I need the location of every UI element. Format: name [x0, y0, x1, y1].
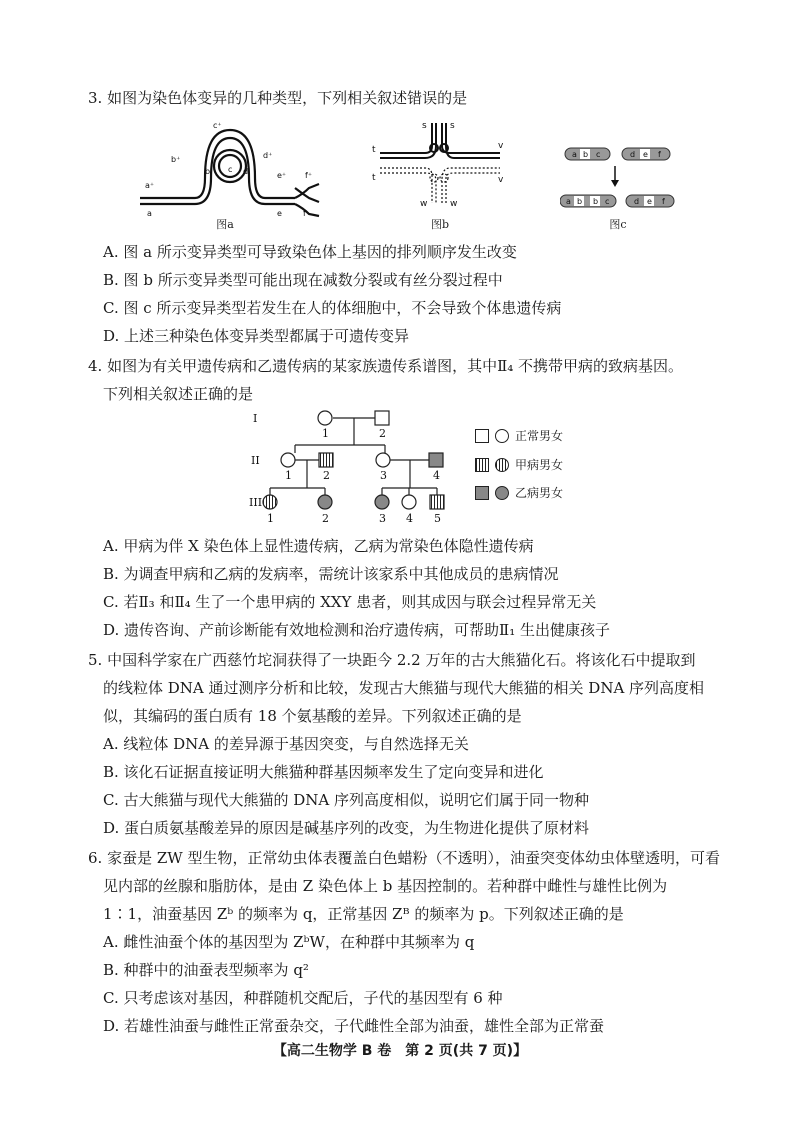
- III-1-female-disease-a: [263, 495, 277, 509]
- legend-normal-label: 正常男女: [515, 429, 564, 443]
- ind-II-4: 4: [433, 469, 440, 482]
- gen-label-III: III: [249, 496, 263, 509]
- question-5-stem-line2: 的线粒体 DNA 通过测序分析和比较，发现古大熊猫与现代大熊猫的相关 DNA 序列高度相: [103, 679, 705, 697]
- legend-disease-b: [475, 484, 563, 501]
- q6-option-d: D. 若雄性油蚕与雌性正常蚕杂交，子代雌性全部为油蚕，雄性全部为正常蚕: [103, 1017, 605, 1035]
- q3-option-b: B. 图 b 所示变异类型可能出现在减数分裂或有丝分裂过程中: [103, 271, 503, 289]
- question-6-stem-line3: 1∶1，油蚕基因 Zᵇ 的频率为 q，正常基因 Zᴮ 的频率为 p。下列叙述正确的是: [103, 905, 624, 923]
- ind-III-5: 5: [434, 512, 441, 525]
- question-6-stem-line2: 见内部的丝腺和脂肪体，是由 Z 染色体上 b 基因控制的。若种群中雌性与雄性比例为: [103, 877, 668, 895]
- question-5-stem-line3: 似，其编码的蛋白质有 18 个氨基酸的差异。下列叙述正确的是: [103, 707, 522, 725]
- ind-III-1: 1: [267, 512, 274, 525]
- q3-option-a: A. 图 a 所示变异类型可导致染色体上基因的排列顺序发生改变: [103, 243, 517, 261]
- q5-option-a: A. 线粒体 DNA 的差异源于基因突变，与自然选择无关: [103, 735, 469, 753]
- label-a-plus: a⁺: [145, 181, 155, 190]
- gen-label-II: II: [251, 454, 260, 467]
- c-bot-c: c: [605, 197, 610, 206]
- legend-circle-disease-b: [495, 486, 509, 500]
- question-4-stem-line2: 下列相关叙述正确的是: [103, 385, 254, 403]
- c-bot-d: d: [634, 197, 640, 206]
- ind-II-1: 1: [285, 469, 292, 482]
- label-w-right: w: [450, 199, 458, 209]
- figure-c-chromosome-duplication: [560, 140, 675, 215]
- figure-a-caption: 图a: [216, 218, 234, 231]
- label-d-plus: d⁺: [263, 151, 273, 160]
- III-5-male-disease-a: [430, 495, 444, 509]
- label-w-left: w: [420, 199, 428, 209]
- figure-a-chromosome-inversion-loop: [135, 118, 325, 218]
- label-d: d: [243, 167, 249, 176]
- label-v-bottom: v: [498, 175, 504, 185]
- II-4-male-disease-b: [429, 453, 443, 467]
- legend-normal: [475, 427, 563, 444]
- q3-option-d: D. 上述三种染色体变异类型都属于可遗传变异: [103, 327, 410, 345]
- q4-option-a: A. 甲病为伴 X 染色体上显性遗传病，乙病为常染色体隐性遗传病: [103, 537, 534, 555]
- q4-option-c: C. 若Ⅱ₃ 和Ⅱ₄ 生了一个患甲病的 XXY 患者，则其成因与联会过程异常无关: [103, 593, 597, 611]
- c-top-d: d: [630, 150, 636, 159]
- pedigree-chart: [245, 405, 460, 525]
- ind-I-2: 2: [379, 427, 386, 440]
- label-f: f: [303, 209, 306, 218]
- q6-option-a: A. 雌性油蚕个体的基因型为 ZᵇW，在种群中其频率为 q: [103, 933, 475, 951]
- q6-option-c: C. 只考虑该对基因，种群随机交配后，子代的基因型有 6 种: [103, 989, 503, 1007]
- label-s-left: s: [422, 121, 427, 131]
- question-6-stem-line1: 6. 家蚕是 ZW 型生物，正常幼虫体表覆盖白色蜡粉（不透明），油蚕突变体幼虫体壁透明，可看: [88, 849, 720, 867]
- c-top-f: f: [658, 150, 661, 159]
- q3-option-c: C. 图 c 所示变异类型若发生在人的体细胞中，不会导致个体患遗传病: [103, 299, 562, 317]
- page-footer: 【高二生物学 B 卷 第 2 页(共 7 页)】: [272, 1043, 528, 1059]
- legend-circle-normal: [495, 429, 509, 443]
- c-top-b: b: [583, 150, 589, 159]
- c-top-a: a: [572, 150, 577, 159]
- q4-option-d: D. 遗传咨询、产前诊断能有效地检测和治疗遗传病，可帮助Ⅱ₁ 生出健康孩子: [103, 621, 611, 639]
- II-1-female-normal: [281, 453, 295, 467]
- label-s-right: s: [450, 121, 455, 131]
- label-e-plus: e⁺: [277, 171, 287, 180]
- ind-III-3: 3: [379, 512, 386, 525]
- q5-option-c: C. 古大熊猫与现代大熊猫的 DNA 序列高度相似，说明它们属于同一物种: [103, 791, 590, 809]
- legend-disease-b-label: 乙病男女: [515, 486, 564, 500]
- III-4-female-normal: [402, 495, 416, 509]
- figure-b-chromosome-translocation: [370, 118, 510, 218]
- III-3-female-disease-b: [375, 495, 389, 509]
- c-bot-b1: b: [577, 197, 583, 206]
- label-c-plus: c⁺: [213, 121, 222, 130]
- ind-I-1: 1: [322, 427, 329, 440]
- q5-option-d: D. 蛋白质氨基酸差异的原因是碱基序列的改变，为生物进化提供了原材料: [103, 819, 590, 837]
- III-2-female-disease-b: [318, 495, 332, 509]
- ind-II-3: 3: [380, 469, 387, 482]
- label-t-bottom: t: [372, 173, 376, 183]
- legend-circle-disease-a: [495, 458, 509, 472]
- question-5-stem-line1: 5. 中国科学家在广西慈竹坨洞获得了一块距今 2.2 万年的古大熊猫化石。将该化石中提取到: [88, 651, 696, 669]
- legend-square-disease-b: [475, 486, 489, 500]
- label-t-top: t: [372, 145, 376, 155]
- q5-option-b: B. 该化石证据直接证明大熊猫种群基因频率发生了定向变异和进化: [103, 763, 544, 781]
- ind-III-2: 2: [322, 512, 329, 525]
- label-b: b: [205, 167, 211, 176]
- legend-square-normal: [475, 429, 489, 443]
- gen-label-I: I: [253, 412, 258, 425]
- figure-c-caption: 图c: [609, 218, 627, 231]
- q6-option-b: B. 种群中的油蚕表型频率为 q²: [103, 961, 309, 979]
- c-top-c: c: [596, 150, 601, 159]
- c-top-e: e: [643, 150, 648, 159]
- ind-III-4: 4: [406, 512, 413, 525]
- legend-disease-a-label: 甲病男女: [515, 458, 564, 472]
- question-3-stem: 3. 如图为染色体变异的几种类型，下列相关叙述错误的是: [88, 89, 468, 107]
- label-e: e: [277, 209, 282, 218]
- legend-square-disease-a: [475, 458, 489, 472]
- c-bot-f: f: [662, 197, 665, 206]
- ind-II-2: 2: [323, 469, 330, 482]
- label-c: c: [228, 165, 233, 174]
- label-a: a: [147, 209, 152, 218]
- label-v-top: v: [498, 141, 504, 151]
- c-bot-a: a: [566, 197, 571, 206]
- II-3-female-normal: [376, 453, 390, 467]
- II-2-male-disease-a: [319, 453, 333, 467]
- c-bot-e: e: [647, 197, 652, 206]
- label-f-plus: f⁺: [305, 171, 313, 180]
- c-bot-b2: b: [593, 197, 599, 206]
- I-1-female-normal: [318, 411, 332, 425]
- legend-disease-a: [475, 456, 563, 473]
- question-4-stem-line1: 4. 如图为有关甲遗传病和乙遗传病的某家族遗传系谱图，其中Ⅱ₄ 不携带甲病的致病基因。: [88, 357, 684, 375]
- q4-option-b: B. 为调查甲病和乙病的发病率，需统计该家系中其他成员的患病情况: [103, 565, 559, 583]
- I-2-male-normal: [375, 411, 389, 425]
- figure-b-caption: 图b: [430, 218, 450, 231]
- label-b-plus: b⁺: [171, 155, 181, 164]
